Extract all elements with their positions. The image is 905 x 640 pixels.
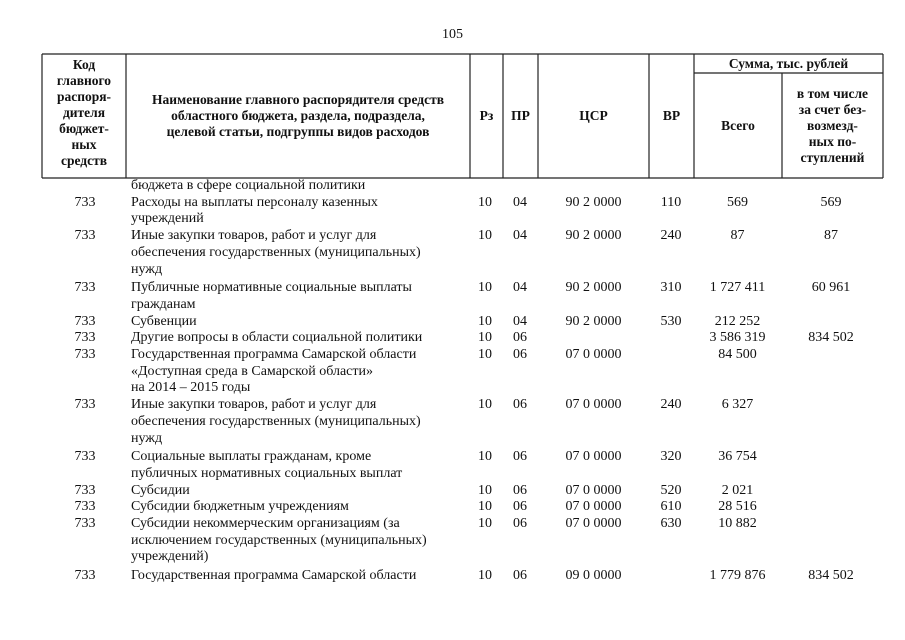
cell-vr: 240 — [660, 397, 682, 413]
cell-pr: 04 — [513, 280, 527, 296]
cell-kod: 733 — [74, 194, 96, 210]
cell-name-line: Государственная программа Самарской области — [131, 568, 417, 584]
cell-name-line: обеспечения государственных (муниципальных) — [131, 413, 421, 429]
cell-total: 569 — [727, 194, 748, 210]
cell-rz: 10 — [478, 280, 492, 296]
cell-csr: 90 2 0000 — [565, 313, 622, 329]
cell-name-line: учреждений — [131, 211, 204, 227]
table-row — [0, 397, 905, 447]
cell-name-line: Субсидии — [131, 482, 190, 498]
page-number: 105 — [442, 27, 463, 42]
cell-name — [131, 330, 461, 347]
cell-pr: 06 — [513, 499, 527, 515]
cell-name-line: бюджета в сфере социальной политики — [131, 178, 366, 193]
table-row — [0, 314, 905, 331]
cell-total: 84 500 — [718, 347, 757, 363]
header-kod-line: бюджет- — [59, 121, 109, 136]
cell-csr: 90 2 0000 — [565, 194, 622, 210]
header-kod-line: главного — [56, 73, 112, 88]
cell-total: 87 — [730, 228, 745, 244]
table-row — [0, 449, 905, 482]
header-name-line: Наименование главного распорядителя средств — [151, 92, 444, 107]
cell-total: 1 779 876 — [709, 568, 766, 584]
header-kod-line: дителя — [62, 105, 106, 120]
cell-name-line: Государственная программа Самарской области — [131, 347, 417, 363]
cell-rz: 10 — [478, 347, 492, 363]
cell-pr: 06 — [513, 347, 527, 363]
cell-name-line: Социальные выплаты гражданам, кроме — [131, 449, 372, 465]
cell-rz: 10 — [478, 228, 492, 244]
cell-pr: 04 — [513, 228, 527, 244]
cell-name — [131, 499, 461, 516]
cell-name — [131, 449, 461, 482]
cell-name-line: на 2014 – 2015 годы — [131, 380, 251, 396]
cell-csr: 07 0 0000 — [565, 499, 622, 515]
cell-name-line: публичных нормативных социальных выплат — [131, 465, 403, 481]
cell-csr: 07 0 0000 — [565, 516, 622, 532]
header-incl-line: за счет без- — [798, 101, 867, 117]
cell-name — [131, 195, 461, 228]
cell-vr: 320 — [660, 449, 682, 465]
cell-pr: 06 — [513, 516, 527, 532]
cell-name — [131, 397, 461, 447]
table-row — [0, 280, 905, 313]
cell-pr: 06 — [513, 482, 527, 498]
cell-total: 2 021 — [721, 482, 754, 498]
header-incl-line: ступлений — [800, 149, 865, 165]
cell-csr: 07 0 0000 — [565, 449, 622, 465]
header-incl-line: ных по- — [808, 133, 857, 149]
header-pr: ПР — [511, 108, 530, 123]
header-incl-line: в том числе — [796, 85, 869, 101]
cell-name-line: обеспечения государственных (муниципальных) — [131, 244, 421, 260]
header-total: Всего — [721, 117, 755, 133]
table-row — [0, 195, 905, 228]
header-kod-line: средств — [60, 153, 108, 168]
cell-csr: 07 0 0000 — [565, 482, 622, 498]
cell-name-line: «Доступная среда в Самарской области» — [131, 363, 373, 379]
cell-pr: 04 — [513, 194, 527, 210]
header-incl-line: возмезд- — [807, 117, 858, 133]
cell-name — [131, 347, 461, 397]
cell-vr: 240 — [660, 228, 682, 244]
table-row — [0, 516, 905, 566]
cell-kod: 733 — [74, 313, 96, 329]
cell-pr: 06 — [513, 568, 527, 584]
cell-name — [131, 228, 461, 278]
cell-name — [131, 314, 461, 331]
header-name — [126, 54, 470, 178]
cell-name-line: гражданам — [131, 296, 196, 312]
cell-total: 1 727 411 — [709, 280, 766, 296]
cell-kod: 733 — [74, 347, 96, 363]
cell-name-line: учреждений) — [131, 549, 209, 565]
cell-incl: 834 502 — [808, 330, 854, 346]
cell-name — [131, 483, 461, 500]
cell-name-line: Субсидии бюджетным учреждениям — [131, 499, 349, 515]
cell-total: 28 516 — [718, 499, 757, 515]
cell-incl: 834 502 — [808, 568, 854, 584]
cell-name-line: Другие вопросы в области социальной политики — [131, 330, 423, 346]
table-row — [0, 228, 905, 278]
cell-incl: 60 961 — [811, 280, 851, 296]
cell-total: 6 327 — [721, 397, 754, 413]
cell-vr: 520 — [660, 482, 682, 498]
cell-rz: 10 — [478, 330, 492, 346]
header-kod-line: ных — [71, 137, 97, 152]
cell-name-line: Субсидии некоммерческим организациям (за — [131, 516, 400, 532]
table-row — [0, 330, 905, 347]
cell-incl: 569 — [820, 194, 842, 210]
header-vr: ВР — [662, 108, 681, 123]
cell-csr: 09 0 0000 — [565, 568, 622, 584]
header-sum: Сумма, тыс. рублей — [728, 55, 849, 71]
header-name-line: целевой статьи, подгруппы видов расходов — [166, 124, 430, 139]
cell-total: 212 252 — [714, 313, 761, 329]
cell-pr: 06 — [513, 449, 527, 465]
table-row — [0, 178, 905, 195]
cell-kod: 733 — [74, 568, 96, 584]
cell-name-line: нужд — [131, 430, 163, 446]
cell-kod: 733 — [74, 397, 96, 413]
cell-csr: 90 2 0000 — [565, 228, 622, 244]
cell-pr: 06 — [513, 397, 527, 413]
cell-kod: 733 — [74, 228, 96, 244]
cell-rz: 10 — [478, 397, 492, 413]
cell-incl: 87 — [824, 228, 838, 244]
cell-pr: 04 — [513, 313, 527, 329]
cell-name — [131, 280, 461, 313]
table-row — [0, 347, 905, 397]
cell-name-line: Иные закупки товаров, работ и услуг для — [131, 228, 377, 244]
cell-rz: 10 — [478, 194, 492, 210]
table-row — [0, 568, 905, 585]
cell-total: 3 586 319 — [709, 330, 766, 346]
cell-name-line: исключением государственных (муниципальных) — [131, 532, 427, 548]
cell-csr: 07 0 0000 — [565, 397, 622, 413]
table-row — [0, 499, 905, 516]
cell-vr: 310 — [660, 280, 682, 296]
table-body — [0, 178, 905, 585]
cell-vr: 110 — [660, 194, 682, 210]
cell-pr: 06 — [513, 330, 527, 346]
cell-vr: 610 — [660, 499, 682, 515]
cell-total: 36 754 — [718, 449, 757, 465]
cell-vr: 630 — [660, 516, 682, 532]
table-row — [0, 483, 905, 500]
cell-vr: 530 — [660, 313, 682, 329]
cell-kod: 733 — [74, 280, 96, 296]
header-kod-line: Код — [72, 57, 96, 72]
header-kod — [42, 57, 126, 169]
cell-name-line: Расходы на выплаты персоналу казенных — [131, 194, 378, 210]
cell-name — [131, 568, 461, 585]
header-incl — [782, 73, 883, 178]
cell-kod: 733 — [74, 449, 96, 465]
cell-total: 10 882 — [718, 516, 757, 532]
cell-name-line: нужд — [131, 261, 163, 277]
cell-rz: 10 — [478, 313, 492, 329]
cell-rz: 10 — [478, 516, 492, 532]
cell-kod: 733 — [74, 499, 96, 515]
cell-rz: 10 — [478, 449, 492, 465]
cell-kod: 733 — [74, 482, 96, 498]
header-kod-line: распоря- — [56, 89, 112, 104]
cell-rz: 10 — [478, 568, 492, 584]
header-csr: ЦСР — [579, 108, 608, 123]
cell-kod: 733 — [74, 516, 96, 532]
cell-rz: 10 — [478, 482, 492, 498]
header-name-line: областного бюджета, раздела, подраздела, — [171, 108, 425, 123]
cell-rz: 10 — [478, 499, 492, 515]
cell-name-line: Публичные нормативные социальные выплаты — [131, 280, 412, 296]
header-rz: Рз — [479, 108, 494, 123]
cell-name — [131, 516, 461, 566]
cell-name-line: Субвенции — [131, 313, 197, 329]
cell-csr: 07 0 0000 — [565, 347, 622, 363]
cell-name-line: Иные закупки товаров, работ и услуг для — [131, 397, 377, 413]
cell-csr: 90 2 0000 — [565, 280, 622, 296]
cell-kod: 733 — [74, 330, 96, 346]
cell-name — [131, 178, 461, 195]
